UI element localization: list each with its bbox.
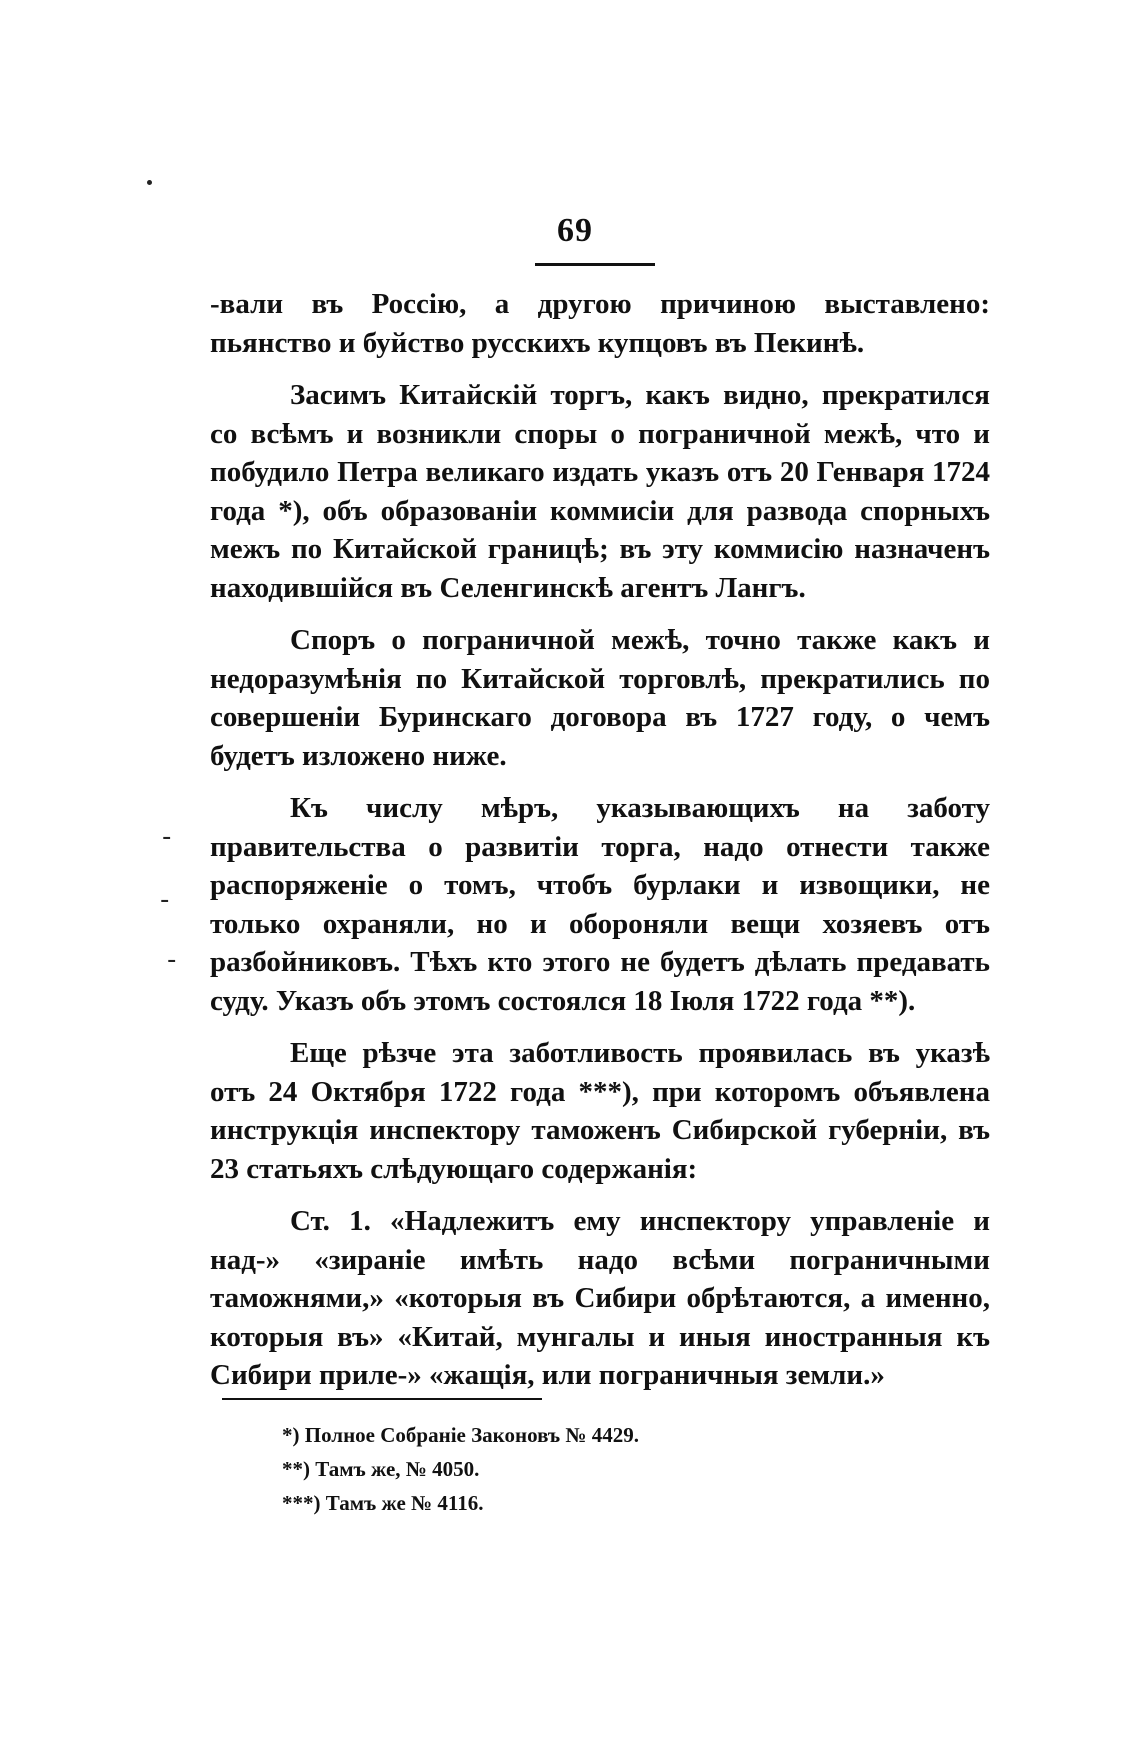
footnote-rule bbox=[222, 1398, 542, 1400]
paragraph: Еще рѣзче эта заботливость проявилась въ указѣ отъ 24 Октября 1722 года ***), при которомъ объявлена инструкція инспектору таможенъ Сибирской губерніи, въ 23 статьяхъ слѣдующаго содержанія: bbox=[210, 1037, 990, 1185]
paragraph: Ст. 1. «Надлежитъ ему инспектору управленіе и над-» «зираніе имѣть надо всѣми пограничными таможнями,» «которыя въ Сибири обрѣтаются, а именно, которыя въ» «Китай, мунгалы и иныя иностранныя къ Сибири приле-» «жащія, или пограничныя земли.» bbox=[210, 1205, 990, 1391]
margin-dash-mark: - bbox=[162, 822, 172, 852]
footnotes bbox=[282, 1418, 782, 1520]
paragraph: Засимъ Китайскій торгъ, какъ видно, прекратился со всѣмъ и возникли споры о пограничной межѣ, что и побудило Петра великаго издать указъ отъ 20 Генваря 1724 года *), объ образованіи коммисіи для развода спорныхъ межъ по Китайской границѣ; въ эту коммисію назначенъ находившійся въ Селенгинскѣ агентъ Лангъ. bbox=[210, 379, 990, 604]
margin-dash-mark: - bbox=[167, 945, 177, 975]
paragraph: -вали въ Россію, а другою причиною выставлено: пьянство и буйство русскихъ купцовъ въ Пекинѣ. bbox=[210, 288, 990, 359]
body-text bbox=[210, 285, 990, 1395]
margin-dash-mark: - bbox=[160, 885, 170, 915]
footnote: *) Полное Собраніе Законовъ № 4429. bbox=[282, 1423, 639, 1447]
footnote: **) Тамъ же, № 4050. bbox=[282, 1457, 480, 1481]
footnote: ***) Тамъ же № 4116. bbox=[282, 1491, 484, 1515]
paragraph: Споръ о пограничной межѣ, точно также какъ и недоразумѣнія по Китайской торговлѣ, прекратились по совершеніи Буринскаго договора въ 1727 году, о чемъ будетъ изложено ниже. bbox=[210, 624, 990, 772]
page-number: 69 bbox=[557, 212, 593, 249]
header-rule bbox=[535, 263, 655, 266]
scan-speck bbox=[147, 180, 152, 185]
paragraph: Къ числу мѣръ, указывающихъ на заботу правительства о развитіи торга, надо отнести также распоряженіе о томъ, чтобъ бурлаки и извощики, не только охраняли, но и обороняли вещи хозяевъ отъ разбойниковъ. Тѣхъ кто этого не будетъ дѣлать предавать суду. Указъ объ этомъ состоялся 18 Іюля 1722 года **). bbox=[210, 792, 990, 1017]
